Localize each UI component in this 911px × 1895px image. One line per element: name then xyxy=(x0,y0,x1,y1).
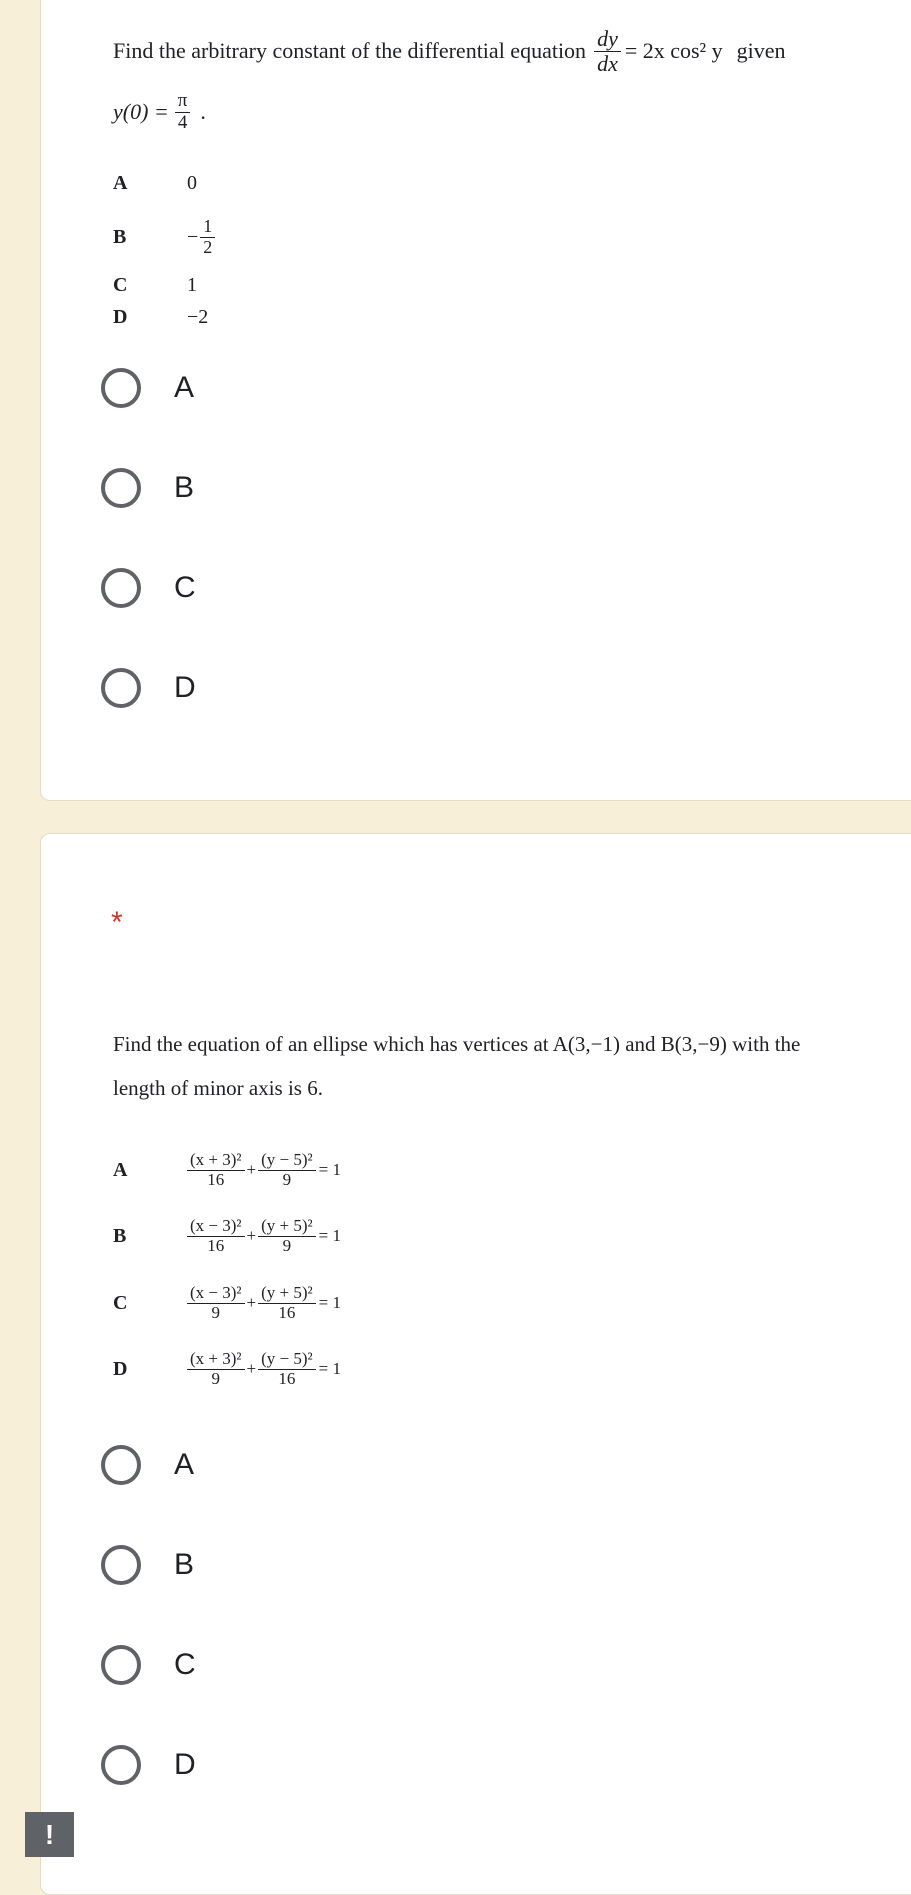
radio-button[interactable] xyxy=(101,1645,141,1685)
exclamation-icon[interactable]: ! xyxy=(25,1812,74,1857)
ellipse-option-c xyxy=(113,1278,341,1328)
fraction-denominator: 9 xyxy=(282,1169,292,1189)
y-term-fraction xyxy=(258,1350,316,1388)
fraction-denominator: 9 xyxy=(211,1302,220,1322)
plus-sign: + xyxy=(246,1160,257,1179)
fraction-denominator: dx xyxy=(597,51,618,77)
equation-rhs: = 2x cos² y xyxy=(624,38,723,64)
fraction-denominator: 4 xyxy=(177,111,188,133)
radio-option-d[interactable] xyxy=(101,1745,196,1785)
stem-suffix: given xyxy=(736,38,786,64)
radio-label: A xyxy=(174,371,195,404)
radio-button[interactable] xyxy=(101,1745,141,1785)
fraction-numerator: (x − 3)² xyxy=(187,1284,245,1304)
one-half-fraction xyxy=(200,217,215,258)
fraction-numerator: (x + 3)² xyxy=(187,1151,245,1171)
radio-option-a[interactable] xyxy=(101,368,194,408)
y-term-fraction xyxy=(258,1217,316,1255)
radio-button[interactable] xyxy=(101,1545,141,1585)
radio-label: C xyxy=(174,571,196,604)
plus-sign: + xyxy=(246,1359,257,1378)
option-equation xyxy=(187,1217,341,1255)
fraction-numerator: π xyxy=(175,91,191,113)
equals-one: = 1 xyxy=(318,1160,341,1179)
ellipse-option-d xyxy=(113,1344,341,1394)
option-letter: C xyxy=(113,273,128,296)
option-value: 1 xyxy=(187,273,197,296)
radio-option-b[interactable] xyxy=(101,468,194,508)
fraction-denominator: 9 xyxy=(282,1235,292,1255)
option-letter: A xyxy=(113,1158,128,1181)
fraction-numerator: (y + 5)² xyxy=(258,1284,316,1304)
radio-label: D xyxy=(174,1748,196,1781)
option-letter: D xyxy=(113,305,128,328)
option-row-b xyxy=(113,213,215,261)
radio-option-d[interactable] xyxy=(101,668,196,708)
option-equation xyxy=(187,1350,341,1388)
radio-button[interactable] xyxy=(101,668,141,708)
fraction-numerator: (x − 3)² xyxy=(187,1217,245,1237)
y-term-fraction xyxy=(258,1151,316,1189)
radio-option-b[interactable] xyxy=(101,1545,194,1585)
period: . xyxy=(200,99,206,125)
radio-label: B xyxy=(174,1548,195,1581)
fraction-denominator: 16 xyxy=(207,1235,225,1255)
option-letter: C xyxy=(113,1291,128,1314)
radio-label: D xyxy=(174,671,196,704)
fraction-denominator: 16 xyxy=(278,1368,296,1388)
option-letter: B xyxy=(113,1224,127,1247)
option-letter: B xyxy=(113,225,127,248)
option-row-d xyxy=(113,301,208,333)
radio-button[interactable] xyxy=(101,568,141,608)
x-term-fraction xyxy=(187,1350,245,1388)
equals-one: = 1 xyxy=(318,1293,341,1312)
fraction-denominator: 16 xyxy=(278,1302,296,1322)
ellipse-option-a xyxy=(113,1145,341,1195)
condition-lhs: y(0) = xyxy=(113,99,169,125)
option-equation xyxy=(187,1151,341,1189)
fraction-numerator: (y + 5)² xyxy=(258,1217,316,1237)
x-term-fraction xyxy=(187,1151,245,1189)
equals-one: = 1 xyxy=(318,1226,341,1245)
option-letter: A xyxy=(113,171,128,194)
option-letter: D xyxy=(113,1357,128,1380)
option-value: −2 xyxy=(187,305,209,328)
fraction-numerator: (x + 3)² xyxy=(187,1350,245,1370)
option-value: 0 xyxy=(187,171,197,194)
question-1-stem xyxy=(113,27,786,76)
question-card-1 xyxy=(40,0,911,801)
dy-dx-fraction xyxy=(594,27,621,76)
fraction-numerator: dy xyxy=(594,27,621,52)
fraction-numerator: (y − 5)² xyxy=(258,1350,316,1370)
question-2-stem-line-1: Find the equation of an ellipse which has vertices at A(3,−1) and B(3,−9) with the xyxy=(113,1032,801,1056)
fraction-denominator: 2 xyxy=(203,236,213,257)
radio-button[interactable] xyxy=(101,368,141,408)
y-term-fraction xyxy=(258,1284,316,1322)
question-2-stem-line-2: length of minor axis is 6. xyxy=(113,1076,323,1100)
fraction-numerator: 1 xyxy=(200,217,215,238)
radio-label: C xyxy=(174,1648,196,1681)
radio-button[interactable] xyxy=(101,468,141,508)
fraction-denominator: 16 xyxy=(207,1169,225,1189)
option-equation xyxy=(187,1284,341,1322)
option-row-c xyxy=(113,269,197,301)
option-value xyxy=(187,217,215,258)
plus-sign: + xyxy=(246,1226,257,1245)
question-card-2 xyxy=(40,833,911,1895)
fraction-denominator: 9 xyxy=(211,1368,220,1388)
radio-option-c[interactable] xyxy=(101,568,196,608)
radio-button[interactable] xyxy=(101,1445,141,1485)
radio-option-a[interactable] xyxy=(101,1445,194,1485)
initial-condition xyxy=(113,91,206,134)
stem-text: Find the arbitrary constant of the differential equation xyxy=(113,38,587,64)
required-asterisk: * xyxy=(111,906,123,939)
x-term-fraction xyxy=(187,1217,245,1255)
pi-over-4-fraction xyxy=(175,91,191,134)
x-term-fraction xyxy=(187,1284,245,1322)
option-row-a xyxy=(113,167,197,199)
fraction-numerator: (y − 5)² xyxy=(258,1151,316,1171)
plus-sign: + xyxy=(246,1293,257,1312)
equals-one: = 1 xyxy=(318,1359,341,1378)
radio-option-c[interactable] xyxy=(101,1645,196,1685)
radio-label: B xyxy=(174,471,195,504)
ellipse-option-b xyxy=(113,1211,341,1261)
radio-label: A xyxy=(174,1448,195,1481)
minus-sign: − xyxy=(187,225,199,248)
